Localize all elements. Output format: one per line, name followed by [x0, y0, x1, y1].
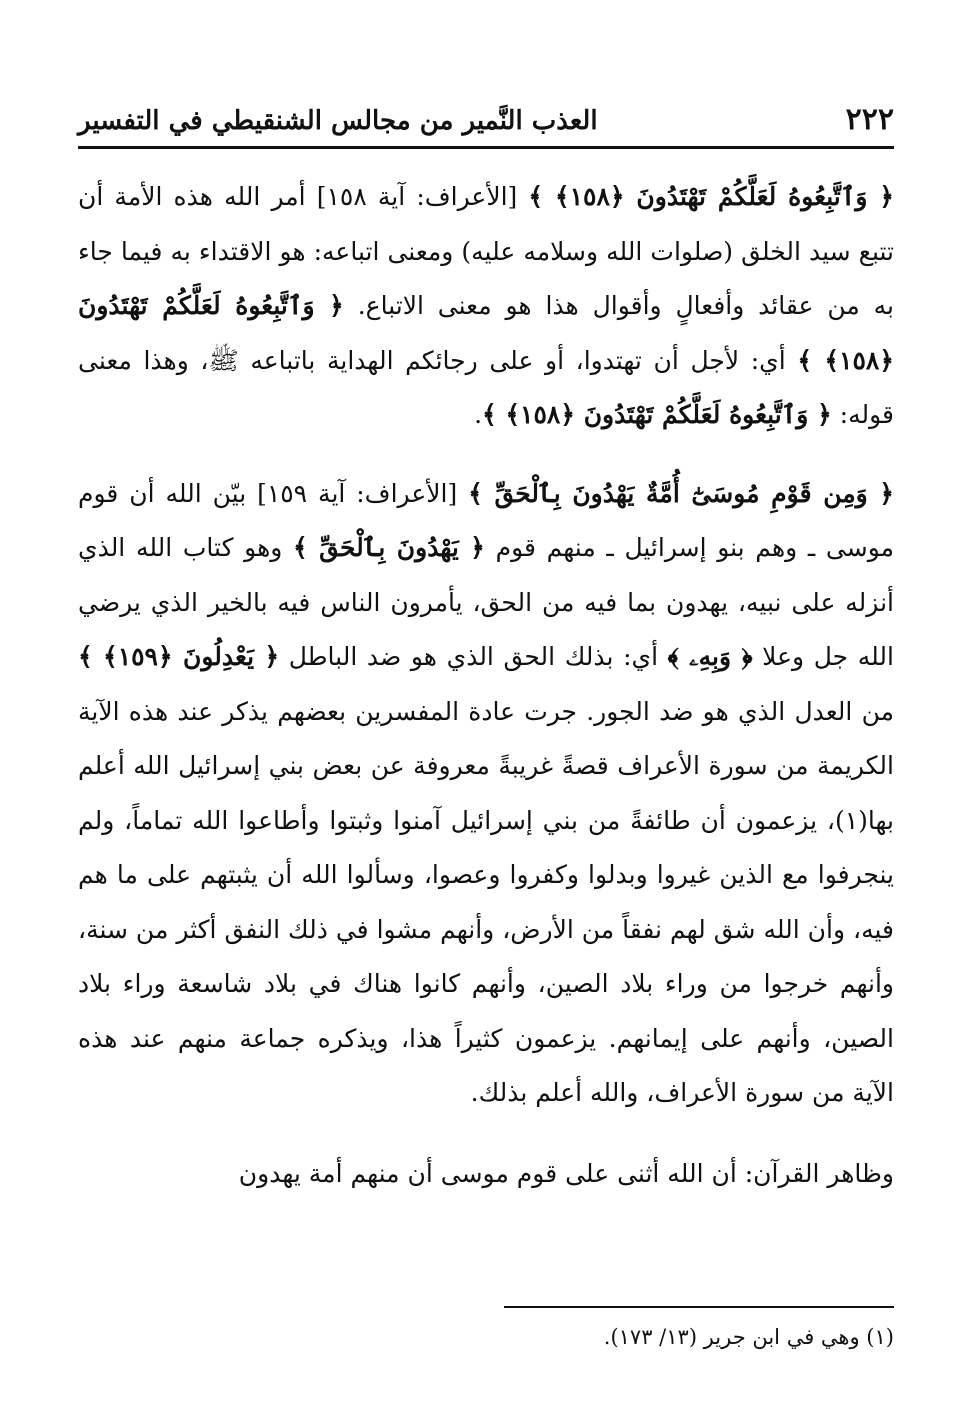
footnote-divider — [504, 1306, 894, 1308]
paragraph-text: [الأعراف: آية ١٥٩] بيّن الله أن قوم موسى ـ وهم بنو إسرائيل ـ منهم قوم — [78, 478, 894, 562]
paragraph-text: وهو كتاب الله الذي أنزله على نبيه، يهدون بما فيه من الحق، يأمرون الناس فيه بالخير الذي يرضي الله جل وعلا — [78, 533, 894, 671]
quran-verse: ﴿ وَمِن قَوْمِ مُوسَىٰٓ أُمَّةٌ يَهْدُونَ بِٱلْحَقِّ ﴾ — [468, 478, 895, 508]
paragraph-1 — [78, 170, 894, 443]
paragraph-text: وظاهر القرآن: أن الله أثنى على قوم موسى أن منهم أمة يهدون — [238, 1158, 894, 1188]
quran-verse: ﴿ وَٱتَّبِعُوهُ لَعَلَّكُمْ تَهْتَدُونَ ﴿١٥٨﴾ ﴾ — [482, 400, 832, 429]
quran-verse: ﴿ يَهْدُونَ بِٱلْحَقِّ ﴾ — [293, 533, 485, 562]
quran-verse: ﴿ وَٱتَّبِعُوهُ لَعَلَّكُمْ تَهْتَدُونَ ﴿١٥٨﴾ ﴾ — [78, 291, 894, 375]
paragraph-text: [الأعراف: آية ١٥٨] أمر الله هذه الأمة أن تتبع سيد الخلق (صلوات الله وسلامه عليه) ومعنى اتباعه: هو الاقتداء به فيما جاء به من عقائد وأفعالٍ وأقوال هذا هو معنى الاتباع. — [78, 182, 894, 320]
paragraph-text: أي: لأجل أن تهتدوا، أو على رجائكم الهداية باتباعه ﷺ، وهذا معنى قوله: — [78, 345, 894, 429]
page-header — [78, 100, 894, 149]
quran-verse: ﴿ يَعْدِلُونَ ﴿١٥٩﴾ ﴾ — [78, 642, 280, 671]
page-body — [78, 170, 894, 1201]
page-number: ٢٢٢ — [845, 102, 894, 137]
quran-verse: ﴿ وَبِهِۦ ﴾ — [667, 642, 753, 671]
footnote: (١) وهي في ابن جرير (١٣/ ١٧٣). — [603, 1325, 894, 1349]
paragraph-text: أي: بذلك الحق الذي هو ضد الباطل — [279, 642, 668, 671]
quran-verse: ﴿ وَٱتَّبِعُوهُ لَعَلَّكُمْ تَهْتَدُونَ ﴿١٥٨﴾ ﴾ — [528, 182, 894, 211]
book-title: العذب النَّمير من مجالس الشنقيطي في التفسير — [78, 106, 598, 136]
paragraph-2 — [78, 467, 894, 1121]
paragraph-text: من العدل الذي هو ضد الجور. جرت عادة المفسرين بعضهم يذكر عند هذه الآية الكريمة من سورة الأعراف قصةً غريبةً معروفة عن بعض بني إسرائيل الله أعلم بها(١)، يزعمون أن طائفةً من بني إسرائيل آمنوا وثبتوا وأطاعوا الله تماماً، ولم ينجرفوا مع الذين غيروا وبدلوا وكفروا وعصوا، وسألوا الله أن يثبتهم على ما هم فيه، وأن الله شق لهم نفقاً من الأرض، وأنهم مشوا في ذلك النفق أكثر من سنة، وأنهم خرجوا من وراء بلاد الصين، وأنهم كانوا هناك في بلاد شاسعة وراء بلاد الصين، وأنهم على إيمانهم. يزعمون كثيراً هذا، ويذكره جماعة منهم عند هذه الآية من سورة الأعراف، والله أعلم بذلك. — [78, 696, 894, 1107]
paragraph-3 — [78, 1147, 894, 1202]
paragraph-text: . — [474, 400, 483, 429]
